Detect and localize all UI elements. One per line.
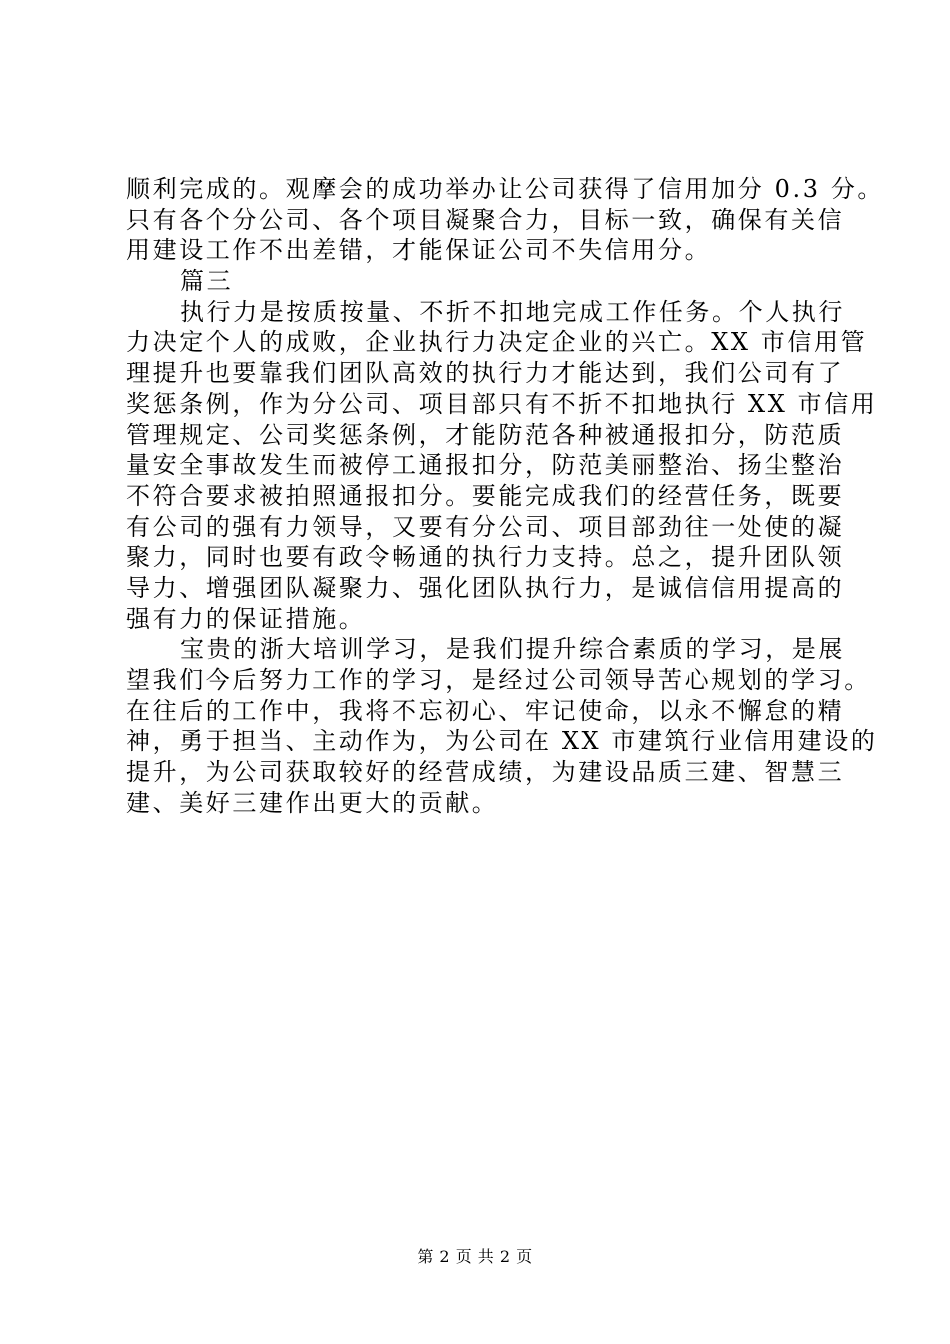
text-line-19: 神，勇于担当、主动作为，为公司在 XX 市建筑行业信用建设的 (126, 727, 878, 756)
text-line-2: 只有各个分公司、各个项目凝聚合力，目标一致，确保有关信 (126, 205, 845, 234)
text-line-18: 在往后的工作中，我将不忘初心、牢记使命，以永不懈怠的精 (126, 696, 845, 725)
text-line-16: 宝贵的浙大培训学习，是我们提升综合素质的学习，是展 (180, 635, 845, 664)
text-line-5: 执行力是按质按量、不折不扣地完成工作任务。个人执行 (180, 297, 845, 326)
text-line-21: 建、美好三建作出更大的贡献。 (126, 788, 499, 817)
section-heading: 篇三 (180, 267, 234, 296)
text-line-3: 用建设工作不出差错，才能保证公司不失信用分。 (126, 236, 712, 265)
text-line-17: 望我们今后努力工作的学习，是经过公司领导苦心规划的学习。 (126, 666, 871, 694)
text-line-8: 奖惩条例，作为分公司、项目部只有不折不扣地执行 XX 市信用 (126, 389, 878, 418)
page-number-footer: 第 2 页 共 2 页 (417, 1247, 533, 1266)
text-line-1: 顺利完成的。观摩会的成功举办让公司获得了信用加分 0.3 分。 (126, 175, 885, 203)
text-line-11: 不符合要求被拍照通报扣分。要能完成我们的经营任务，既要 (126, 481, 845, 510)
text-line-15: 强有力的保证措施。 (126, 604, 366, 633)
text-line-14: 导力、增强团队凝聚力、强化团队执行力，是诚信信用提高的 (126, 573, 845, 602)
document-body (126, 174, 885, 818)
text-line-10: 量安全事故发生而被停工通报扣分，防范美丽整治、扬尘整治 (126, 451, 845, 480)
text-line-7: 理提升也要靠我们团队高效的执行力才能达到，我们公司有了 (126, 359, 845, 388)
text-line-20: 提升，为公司获取较好的经营成绩，为建设品质三建、智慧三 (126, 758, 845, 787)
text-line-12: 有公司的强有力领导，又要有分公司、项目部劲往一处使的凝 (126, 512, 845, 541)
text-line-9: 管理规定、公司奖惩条例，才能防范各种被通报扣分，防范质 (126, 420, 845, 449)
text-line-13: 聚力，同时也要有政令畅通的执行力支持。总之，提升团队领 (126, 543, 845, 572)
text-line-6: 力决定个人的成败，企业执行力决定企业的兴亡。XX 市信用管 (126, 328, 868, 357)
